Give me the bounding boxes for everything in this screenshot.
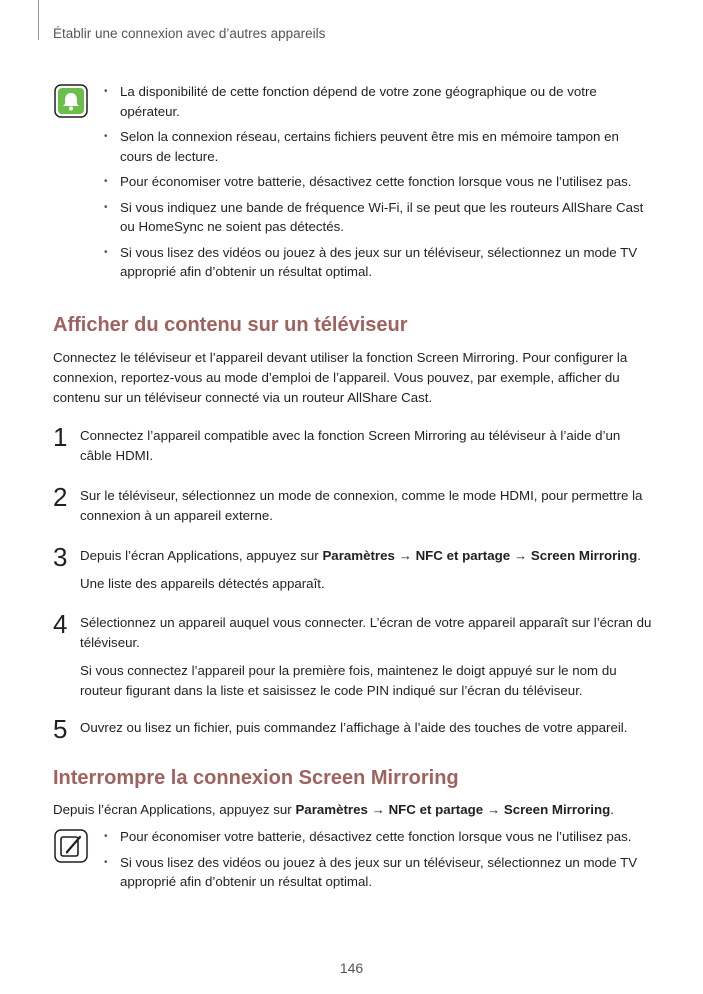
list-item: • Si vous lisez des vidéos ou jouez à des jeux sur un téléviseur, sélectionnez un mode TV approprié afin d’obtenir un résultat optimal. — [104, 853, 654, 892]
step-text: Connectez l’appareil compatible avec la fonction Screen Mirroring au téléviseur à l’aide d’un câble HDMI. — [80, 428, 621, 463]
arrow: → — [394, 548, 416, 563]
menu-path-screen-mirroring: Screen Mirroring — [503, 802, 611, 817]
step-text-pre: Depuis l’écran Applications, appuyez sur — [80, 548, 323, 563]
caution-list — [104, 82, 654, 288]
memo-list — [104, 827, 654, 898]
memo-pencil-icon — [54, 829, 88, 863]
step-text — [80, 546, 653, 566]
list-item: • Selon la connexion réseau, certains fichiers peuvent être mis en mémoire tampon en cours de lecture. — [104, 127, 654, 166]
page-header-title: Établir une connexion avec d’autres appareils — [53, 26, 326, 41]
menu-path-nfc: NFC et partage — [388, 802, 484, 817]
bell-icon — [54, 84, 88, 118]
arrow: → — [367, 802, 389, 817]
step-2 — [53, 482, 653, 526]
list-item: • Pour économiser votre batterie, désactivez cette fonction lorsque vous ne l’utilisez pas. — [104, 827, 654, 847]
step-5 — [53, 714, 653, 744]
section-title-stop-mirroring: Interrompre la connexion Screen Mirroring — [53, 767, 459, 789]
step-text: Sur le téléviseur, sélectionnez un mode de connexion, comme le mode HDMI, pour permettre la connexion à un appareil externe. — [80, 488, 643, 523]
section2-text — [53, 800, 653, 820]
step-1 — [53, 422, 653, 466]
step-text-post: . — [637, 548, 641, 563]
step-4 — [53, 609, 653, 701]
list-item: • Si vous indiquez une bande de fréquence Wi-Fi, il se peut que les routeurs AllShare Cast ou HomeSync ne soient pas détectés. — [104, 198, 654, 237]
menu-path-nfc: NFC et partage — [415, 548, 511, 563]
step-number: 1 — [53, 422, 68, 452]
step-subtext: Une liste des appareils détectés apparaît. — [80, 576, 325, 591]
list-item: • La disponibilité de cette fonction dépend de votre zone géographique ou de votre opérateur. — [104, 82, 654, 121]
step-number: 2 — [53, 482, 68, 512]
menu-path-settings: Paramètres — [322, 548, 395, 563]
header-divider — [38, 0, 39, 40]
page-number: 146 — [339, 960, 364, 976]
section-title-display-on-tv: Afficher du contenu sur un téléviseur — [53, 314, 408, 336]
menu-path-screen-mirroring: Screen Mirroring — [530, 548, 638, 563]
text-post: . — [610, 802, 614, 817]
step-subtext: Si vous connectez l’appareil pour la première fois, maintenez le doigt appuyé sur le nom du routeur figurant dans la liste et saisissez le code PIN indiqué sur l’écran du téléviseur. — [80, 663, 617, 698]
menu-path-settings: Paramètres — [295, 802, 368, 817]
list-item: • Pour économiser votre batterie, désactivez cette fonction lorsque vous ne l’utilisez pas. — [104, 172, 654, 192]
list-item: • Si vous lisez des vidéos ou jouez à des jeux sur un téléviseur, sélectionnez un mode TV approprié afin d’obtenir un résultat optimal. — [104, 243, 654, 282]
step-3 — [53, 542, 653, 594]
step-text: Sélectionnez un appareil auquel vous connecter. L’écran de votre appareil apparaît sur l’écran du téléviseur. — [80, 615, 652, 650]
step-number: 4 — [53, 609, 68, 639]
step-number: 3 — [53, 542, 68, 572]
arrow: → — [510, 548, 531, 563]
section-intro: Connectez le téléviseur et l’appareil devant utiliser la fonction Screen Mirroring. Pour configurer la connexion, reportez-vous au mode d’emploi de l’appareil. Vous pouvez, par exemple, afficher du contenu sur un téléviseur connecté via un routeur AllShare Cast. — [53, 350, 628, 405]
arrow: → — [483, 802, 504, 817]
step-text: Ouvrez ou lisez un fichier, puis commandez l’affichage à l’aide des touches de votre appareil. — [80, 720, 628, 735]
text-pre: Depuis l’écran Applications, appuyez sur — [53, 802, 296, 817]
step-number: 5 — [53, 714, 68, 744]
